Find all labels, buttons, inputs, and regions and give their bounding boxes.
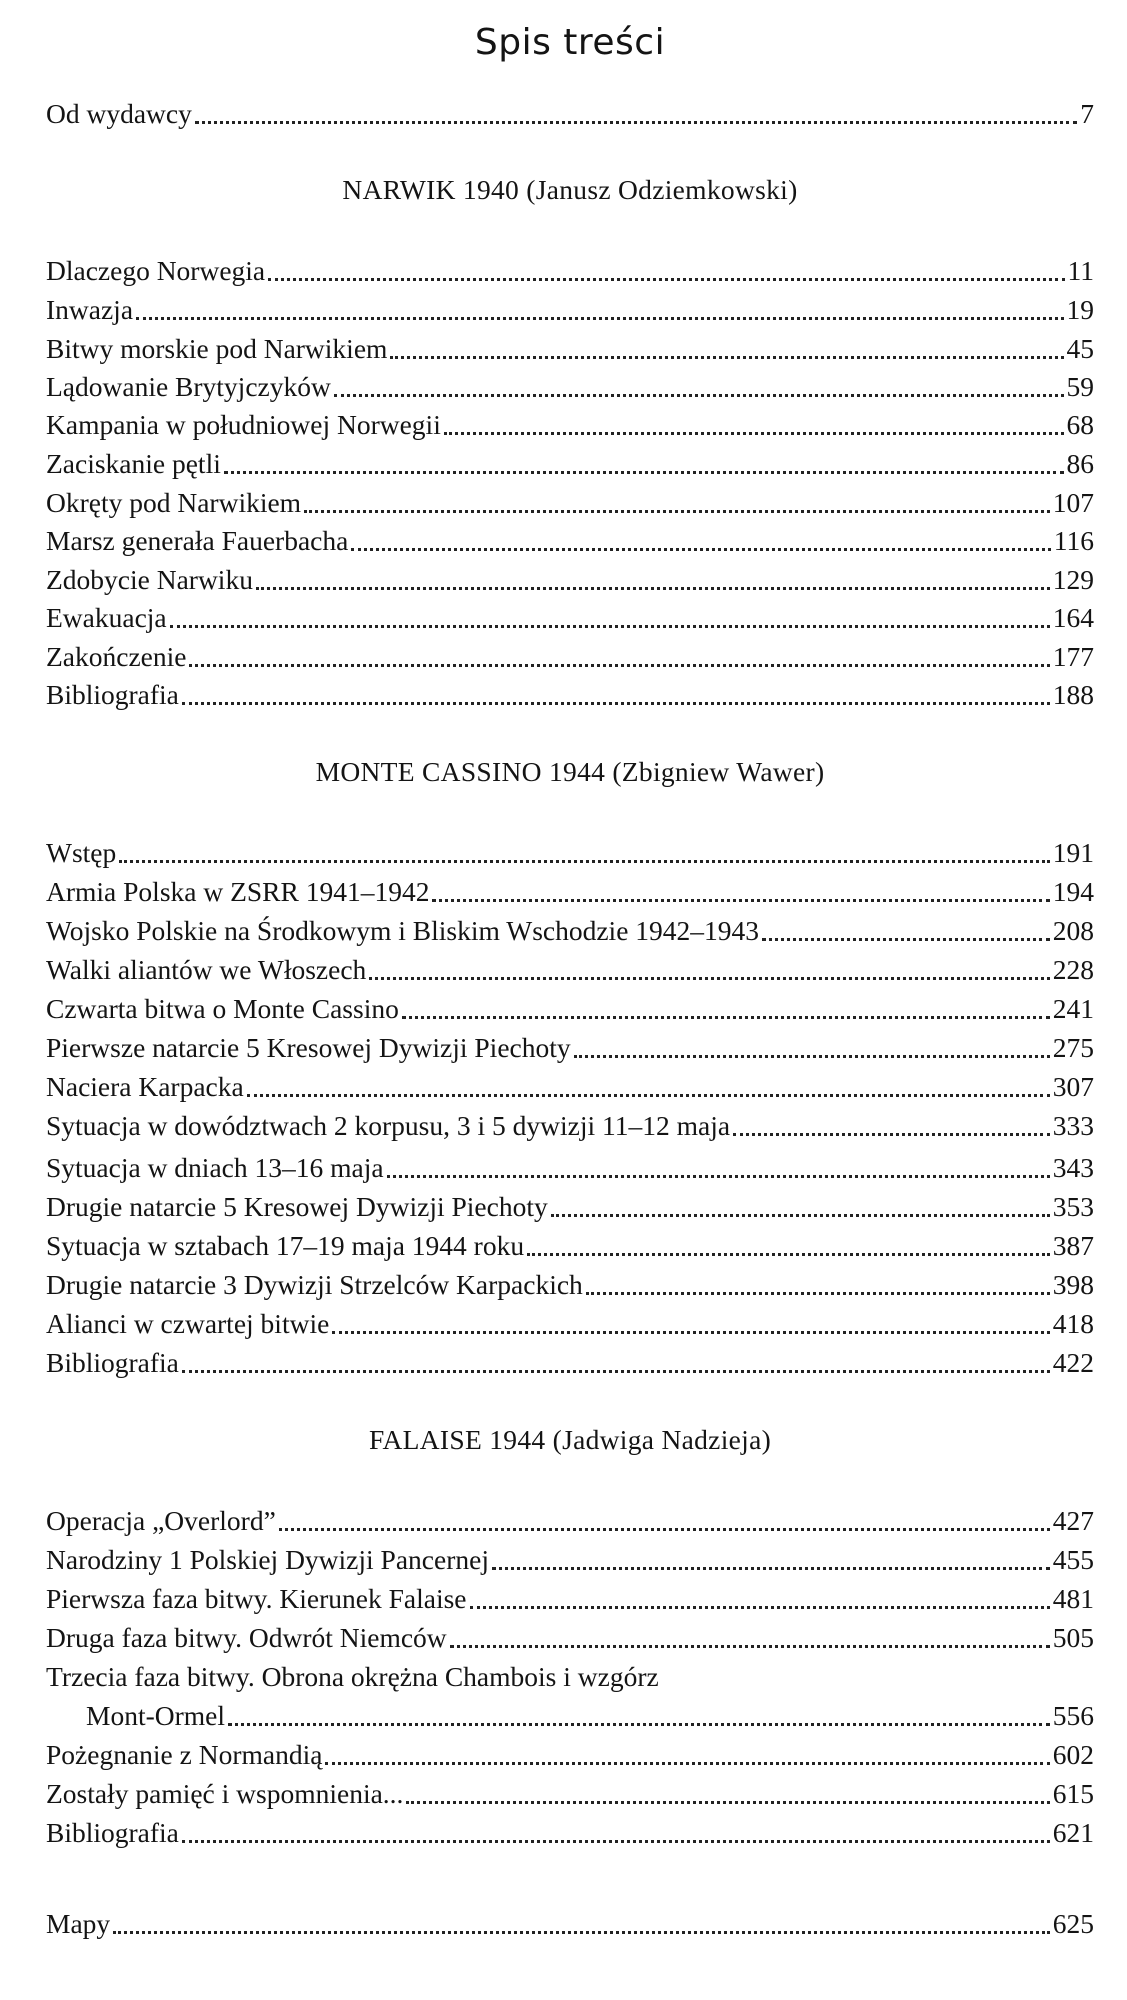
toc-entry-label: Okręty pod Narwikiem xyxy=(46,487,302,518)
toc-entry[interactable] xyxy=(46,1029,1094,1067)
toc-entry-page: 343 xyxy=(1052,1152,1094,1183)
dot-leader xyxy=(574,1055,1050,1058)
toc-entry-label: Drugie natarcie 3 Dywizji Strzelców Karpackich xyxy=(46,1269,583,1300)
dot-leader xyxy=(470,1606,1050,1609)
dot-leader xyxy=(334,394,1064,397)
dot-leader xyxy=(733,1133,1050,1136)
toc-entry[interactable] xyxy=(46,522,1094,560)
toc-entry[interactable] xyxy=(46,1580,1094,1618)
toc-entry-label: Marsz generała Fauerbacha xyxy=(46,525,349,556)
toc-entry-page: 177 xyxy=(1052,641,1094,672)
dot-leader xyxy=(279,1528,1050,1531)
toc-entry[interactable] xyxy=(46,368,1094,406)
table-of-contents-page xyxy=(46,0,1094,2000)
toc-entry-page: 164 xyxy=(1052,602,1094,633)
toc-entry-label: Bibliografia xyxy=(46,679,179,710)
toc-entry[interactable] xyxy=(46,484,1094,522)
toc-entry-label: Dlaczego Norwegia xyxy=(46,255,266,286)
toc-entry-page: 615 xyxy=(1052,1778,1094,1809)
toc-entry-label: Zakończenie xyxy=(46,641,187,672)
toc-entry-label: Pierwsza faza bitwy. Kierunek Falaise xyxy=(46,1583,467,1614)
toc-entry[interactable] xyxy=(46,1068,1094,1106)
dot-leader xyxy=(247,1094,1050,1097)
toc-entry-label: Inwazja xyxy=(46,294,134,325)
toc-entry[interactable] xyxy=(46,1541,1094,1579)
dot-leader xyxy=(256,587,1050,590)
toc-entry-label: Walki aliantów we Włoszech xyxy=(46,954,367,985)
toc-entry-label: Armia Polska w ZSRR 1941–1942 xyxy=(46,876,430,907)
dot-leader xyxy=(492,1567,1050,1570)
toc-entry[interactable] xyxy=(46,1344,1094,1382)
dot-leader xyxy=(369,977,1049,980)
toc-entry[interactable] xyxy=(46,291,1094,329)
toc-entry-page: 68 xyxy=(1066,409,1094,440)
section-heading-narwik: NARWIK 1940 (Janusz Odziemkowski) xyxy=(342,174,798,205)
toc-entry-page: 418 xyxy=(1052,1308,1094,1339)
toc-entry-page: 455 xyxy=(1052,1544,1094,1575)
toc-entry-label: Czwarta bitwa o Monte Cassino xyxy=(46,993,399,1024)
toc-entry-label: Bitwy morskie pod Narwikiem xyxy=(46,333,388,364)
toc-entry-page: 19 xyxy=(1066,294,1094,325)
toc-entry-page: 353 xyxy=(1052,1191,1094,1222)
section-heading-monte-cassino: MONTE CASSINO 1944 (Zbigniew Wawer) xyxy=(315,756,825,787)
page-title: Spis treści xyxy=(474,22,666,63)
dot-leader xyxy=(406,1801,1049,1804)
toc-entry[interactable] xyxy=(46,873,1094,911)
toc-entry-od-wydawcy[interactable] xyxy=(46,95,1094,133)
dot-leader xyxy=(268,278,1064,281)
toc-entry-page: 275 xyxy=(1052,1032,1094,1063)
dot-leader xyxy=(586,1292,1050,1295)
toc-entry-page: 387 xyxy=(1052,1230,1094,1261)
toc-entry[interactable] xyxy=(46,1736,1094,1774)
dot-leader xyxy=(182,1370,1050,1373)
toc-entry-label: Naciera Karpacka xyxy=(46,1071,244,1102)
toc-entry[interactable] xyxy=(46,445,1094,483)
toc-entry[interactable] xyxy=(46,1188,1094,1226)
dot-leader xyxy=(119,860,1049,863)
dot-leader xyxy=(390,356,1063,359)
dot-leader xyxy=(113,1931,1050,1934)
toc-entry-label: Zdobycie Narwiku xyxy=(46,564,253,595)
section-heading-falaise: FALAISE 1944 (Jadwiga Nadzieja) xyxy=(368,1424,772,1455)
dot-leader xyxy=(402,1016,1050,1019)
toc-entry-label: Lądowanie Brytyjczyków xyxy=(46,371,331,402)
toc-entry-page: 208 xyxy=(1052,915,1094,946)
toc-entry-page: 116 xyxy=(1053,525,1094,556)
toc-entry[interactable] xyxy=(46,1775,1094,1813)
toc-entry-first-line[interactable] xyxy=(46,1658,1094,1696)
toc-entry[interactable] xyxy=(46,561,1094,599)
toc-entry-page: 481 xyxy=(1052,1583,1094,1614)
dot-leader xyxy=(228,1723,1050,1726)
dot-leader xyxy=(224,471,1064,474)
toc-entry-label: Alianci w czwartej bitwie xyxy=(46,1308,330,1339)
toc-entry-page: 194 xyxy=(1052,876,1094,907)
toc-entry[interactable] xyxy=(46,1814,1094,1852)
toc-entry[interactable] xyxy=(46,676,1094,714)
toc-entry-page: 7 xyxy=(1080,98,1094,129)
toc-entry-page: 556 xyxy=(1052,1700,1094,1731)
toc-entry-label: Sytuacja w dniach 13–16 maja xyxy=(46,1152,384,1183)
toc-entry[interactable] xyxy=(46,834,1094,872)
toc-entry-page: 228 xyxy=(1052,954,1094,985)
toc-entry-page: 241 xyxy=(1052,993,1094,1024)
dot-leader xyxy=(432,899,1049,902)
dot-leader xyxy=(450,1645,1050,1648)
toc-entry-label: Zostały pamięć i wspomnienia... xyxy=(46,1778,404,1809)
dot-leader xyxy=(195,121,1077,124)
toc-entry-label: Mapy xyxy=(46,1908,111,1939)
toc-entry-page: 129 xyxy=(1052,564,1094,595)
dot-leader xyxy=(444,432,1064,435)
toc-entry-label: Bibliografia xyxy=(46,1347,179,1378)
toc-entry[interactable] xyxy=(46,951,1094,989)
toc-entry-page: 191 xyxy=(1052,837,1094,868)
toc-entry-label: Pożegnanie z Normandią xyxy=(46,1739,323,1770)
dot-leader xyxy=(351,548,1050,551)
toc-entry-label: Operacja „Overlord” xyxy=(46,1505,276,1536)
toc-entry[interactable] xyxy=(46,638,1094,676)
dot-leader xyxy=(170,625,1050,628)
toc-entry-page: 188 xyxy=(1052,679,1094,710)
dot-leader xyxy=(332,1331,1049,1334)
toc-entry[interactable] xyxy=(46,599,1094,637)
toc-entry[interactable] xyxy=(46,406,1094,444)
toc-entry-page: 307 xyxy=(1052,1071,1094,1102)
toc-entry[interactable] xyxy=(46,1107,1094,1145)
toc-entry[interactable] xyxy=(46,1619,1094,1657)
toc-entry-label: Zaciskanie pętli xyxy=(46,448,221,479)
toc-entry-label: Drugie natarcie 5 Kresowej Dywizji Piechoty xyxy=(46,1191,548,1222)
dot-leader xyxy=(325,1762,1049,1765)
toc-entry[interactable] xyxy=(46,252,1094,290)
toc-entry-page: 422 xyxy=(1052,1347,1094,1378)
toc-entry-page: 602 xyxy=(1052,1739,1094,1770)
toc-entry-page: 427 xyxy=(1052,1505,1094,1536)
toc-entry-label: Mont-Ormel xyxy=(86,1700,226,1731)
toc-entry[interactable] xyxy=(46,1305,1094,1343)
toc-entry-label: Pierwsze natarcie 5 Kresowej Dywizji Piechoty xyxy=(46,1032,571,1063)
toc-entry[interactable] xyxy=(46,1502,1094,1540)
dot-leader xyxy=(304,510,1050,513)
toc-entry[interactable] xyxy=(46,1227,1094,1265)
toc-entry-label: Wstęp xyxy=(46,837,117,868)
toc-entry-page: 107 xyxy=(1052,487,1094,518)
dot-leader xyxy=(387,1175,1050,1178)
dot-leader xyxy=(136,317,1063,320)
toc-entry-page: 398 xyxy=(1052,1269,1094,1300)
toc-entry-mapy[interactable] xyxy=(46,1905,1094,1943)
toc-entry-page: 45 xyxy=(1066,333,1094,364)
toc-entry-label: Kampania w południowej Norwegii xyxy=(46,409,441,440)
toc-entry-page: 333 xyxy=(1052,1110,1094,1141)
toc-entry-label: Od wydawcy xyxy=(46,98,192,129)
dot-leader xyxy=(527,1253,1050,1256)
toc-entry-continuation[interactable] xyxy=(46,1697,1094,1735)
toc-entry[interactable] xyxy=(46,990,1094,1028)
dot-leader xyxy=(762,938,1050,941)
toc-entry-page: 59 xyxy=(1066,371,1094,402)
toc-entry-label: Wojsko Polskie na Środkowym i Bliskim Wschodzie 1942–1943 xyxy=(46,915,760,946)
toc-entry[interactable] xyxy=(46,330,1094,368)
dot-leader xyxy=(551,1214,1050,1217)
dot-leader xyxy=(182,702,1050,705)
dot-leader xyxy=(182,1840,1050,1843)
toc-entry-page: 11 xyxy=(1067,255,1094,286)
toc-entry-label: Sytuacja w sztabach 17–19 maja 1944 roku xyxy=(46,1230,525,1261)
toc-entry[interactable] xyxy=(46,1266,1094,1304)
toc-entry-label: Ewakuacja xyxy=(46,602,167,633)
toc-entry[interactable] xyxy=(46,1149,1094,1187)
toc-entry-page: 86 xyxy=(1066,448,1094,479)
toc-entry-label: Sytuacja w dowództwach 2 korpusu, 3 i 5 dywizji 11–12 maja xyxy=(46,1110,731,1141)
toc-entry[interactable] xyxy=(46,912,1094,950)
toc-entry-label: Bibliografia xyxy=(46,1817,179,1848)
toc-entry-page: 625 xyxy=(1052,1908,1094,1939)
toc-entry-label: Druga faza bitwy. Odwrót Niemców xyxy=(46,1622,447,1653)
toc-entry-label: Narodziny 1 Polskiej Dywizji Pancernej xyxy=(46,1544,489,1575)
toc-entry-page: 505 xyxy=(1052,1622,1094,1653)
toc-entry-label: Trzecia faza bitwy. Obrona okrężna Chambois i wzgórz xyxy=(46,1661,659,1692)
dot-leader xyxy=(189,664,1049,667)
toc-entry-page: 621 xyxy=(1052,1817,1094,1848)
